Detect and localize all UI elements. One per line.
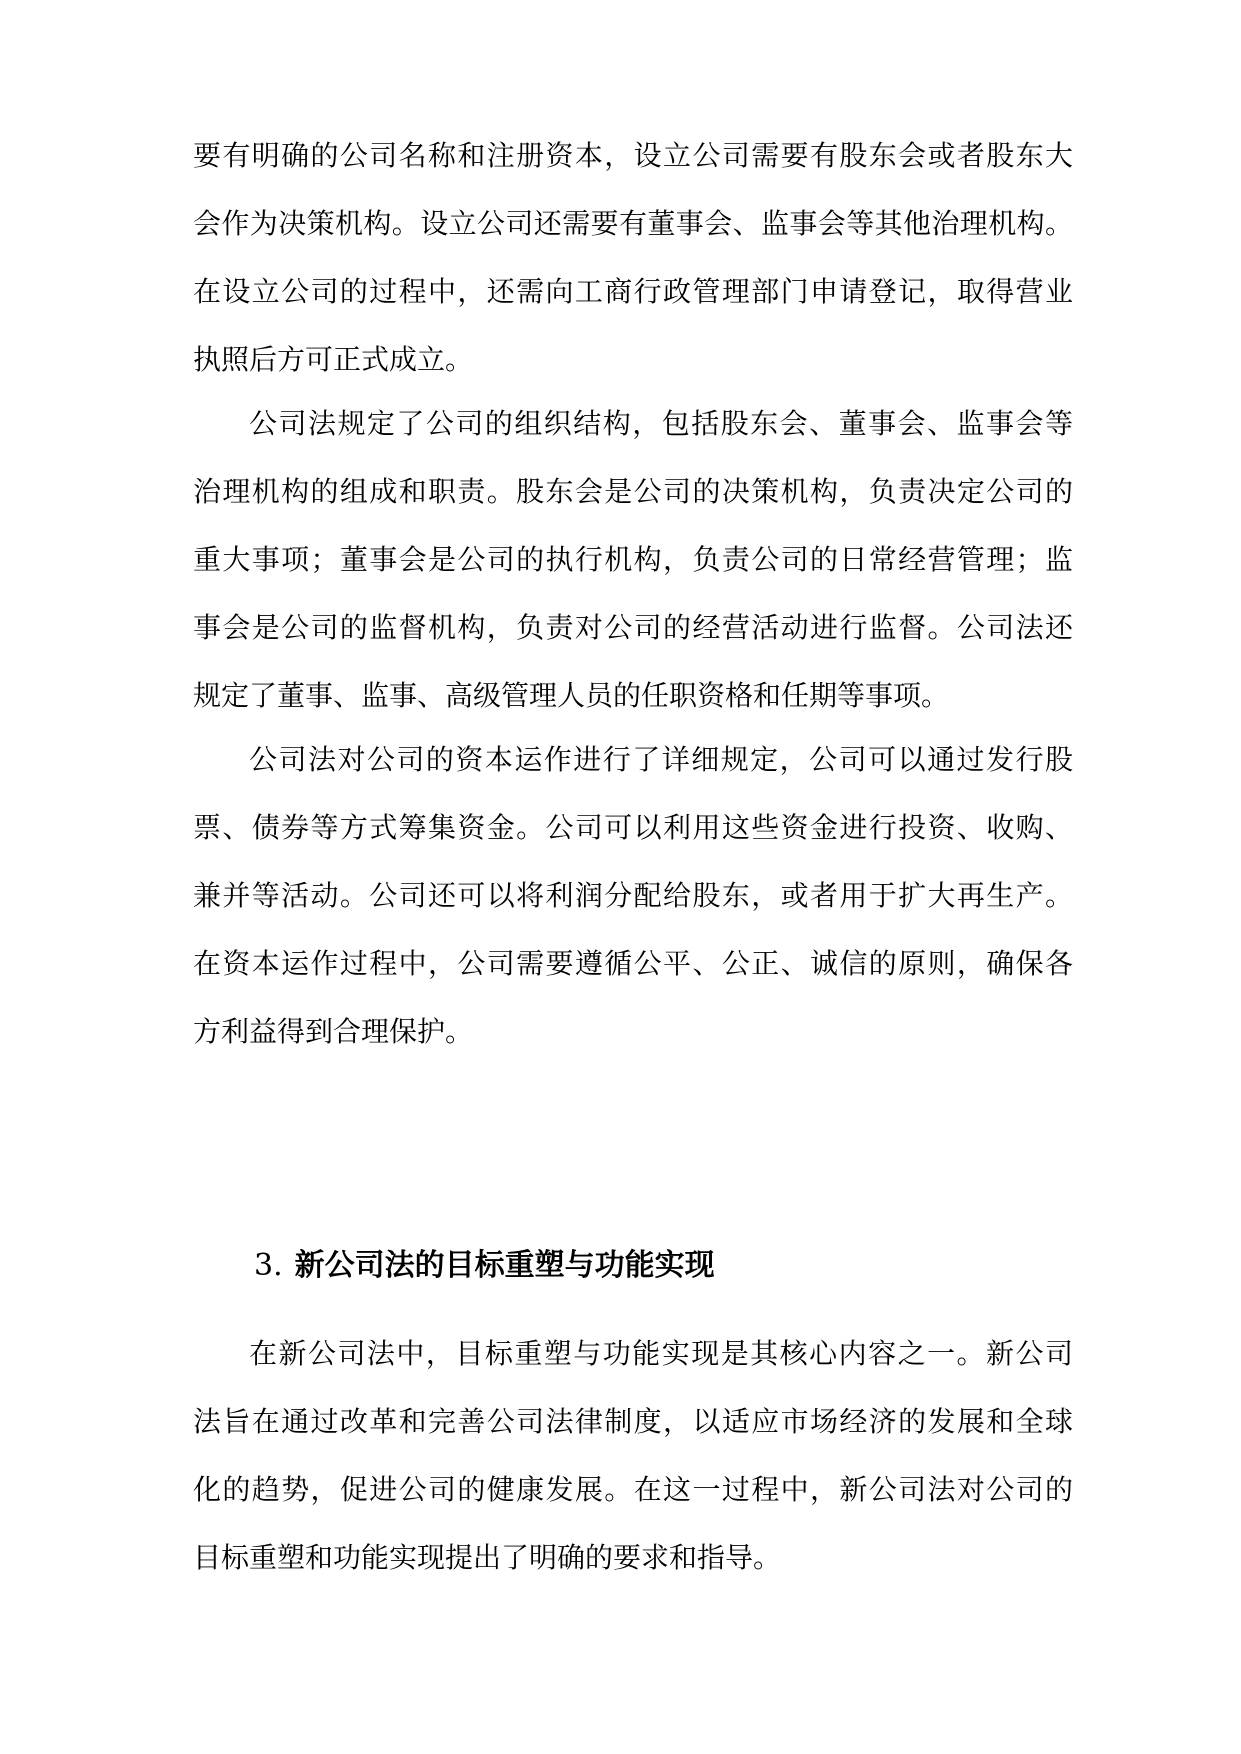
section-title: 新公司法的目标重塑与功能实现	[294, 1248, 715, 1283]
paragraph-line: 要有明确的公司名称和注册资本，设立公司需要有股东会或者股东大	[193, 139, 1073, 172]
paragraph-line: 方利益得到合理保护。	[193, 1015, 474, 1048]
paragraph-line: 票、债券等方式筹集资金。公司可以利用这些资金进行投资、收购、	[193, 811, 1073, 844]
paragraph-line: 规定了董事、监事、高级管理人员的任职资格和任期等事项。	[193, 679, 950, 712]
paragraph-line: 在设立公司的过程中，还需向工商行政管理部门申请登记，取得营业	[193, 275, 1073, 308]
paragraph-line: 目标重塑和功能实现提出了明确的要求和指导。	[193, 1541, 782, 1574]
paragraph-line: 事会是公司的监督机构，负责对公司的经营活动进行监督。公司法还	[193, 611, 1073, 644]
paragraph-line: 重大事项；董事会是公司的执行机构，负责公司的日常经营管理；监	[193, 543, 1073, 576]
paragraph-line: 公司法规定了公司的组织结构，包括股东会、董事会、监事会等	[249, 407, 1073, 440]
section-number: 3.	[254, 1248, 283, 1283]
paragraph-line: 在资本运作过程中，公司需要遵循公平、公正、诚信的原则，确保各	[193, 947, 1073, 980]
paragraph-line: 治理机构的组成和职责。股东会是公司的决策机构，负责决定公司的	[193, 475, 1073, 508]
paragraph-line: 化的趋势，促进公司的健康发展。在这一过程中，新公司法对公司的	[193, 1473, 1073, 1506]
section-heading	[254, 1236, 715, 1296]
paragraph-line: 执照后方可正式成立。	[193, 343, 474, 376]
paragraph-line: 兼并等活动。公司还可以将利润分配给股东，或者用于扩大再生产。	[193, 879, 1073, 912]
paragraph-line: 公司法对公司的资本运作进行了详细规定，公司可以通过发行股	[249, 743, 1073, 776]
paragraph-line: 会作为决策机构。设立公司还需要有董事会、监事会等其他治理机构。	[193, 207, 1073, 240]
paragraph-line: 法旨在通过改革和完善公司法律制度，以适应市场经济的发展和全球	[193, 1405, 1073, 1438]
paragraph-line: 在新公司法中，目标重塑与功能实现是其核心内容之一。新公司	[249, 1337, 1073, 1370]
